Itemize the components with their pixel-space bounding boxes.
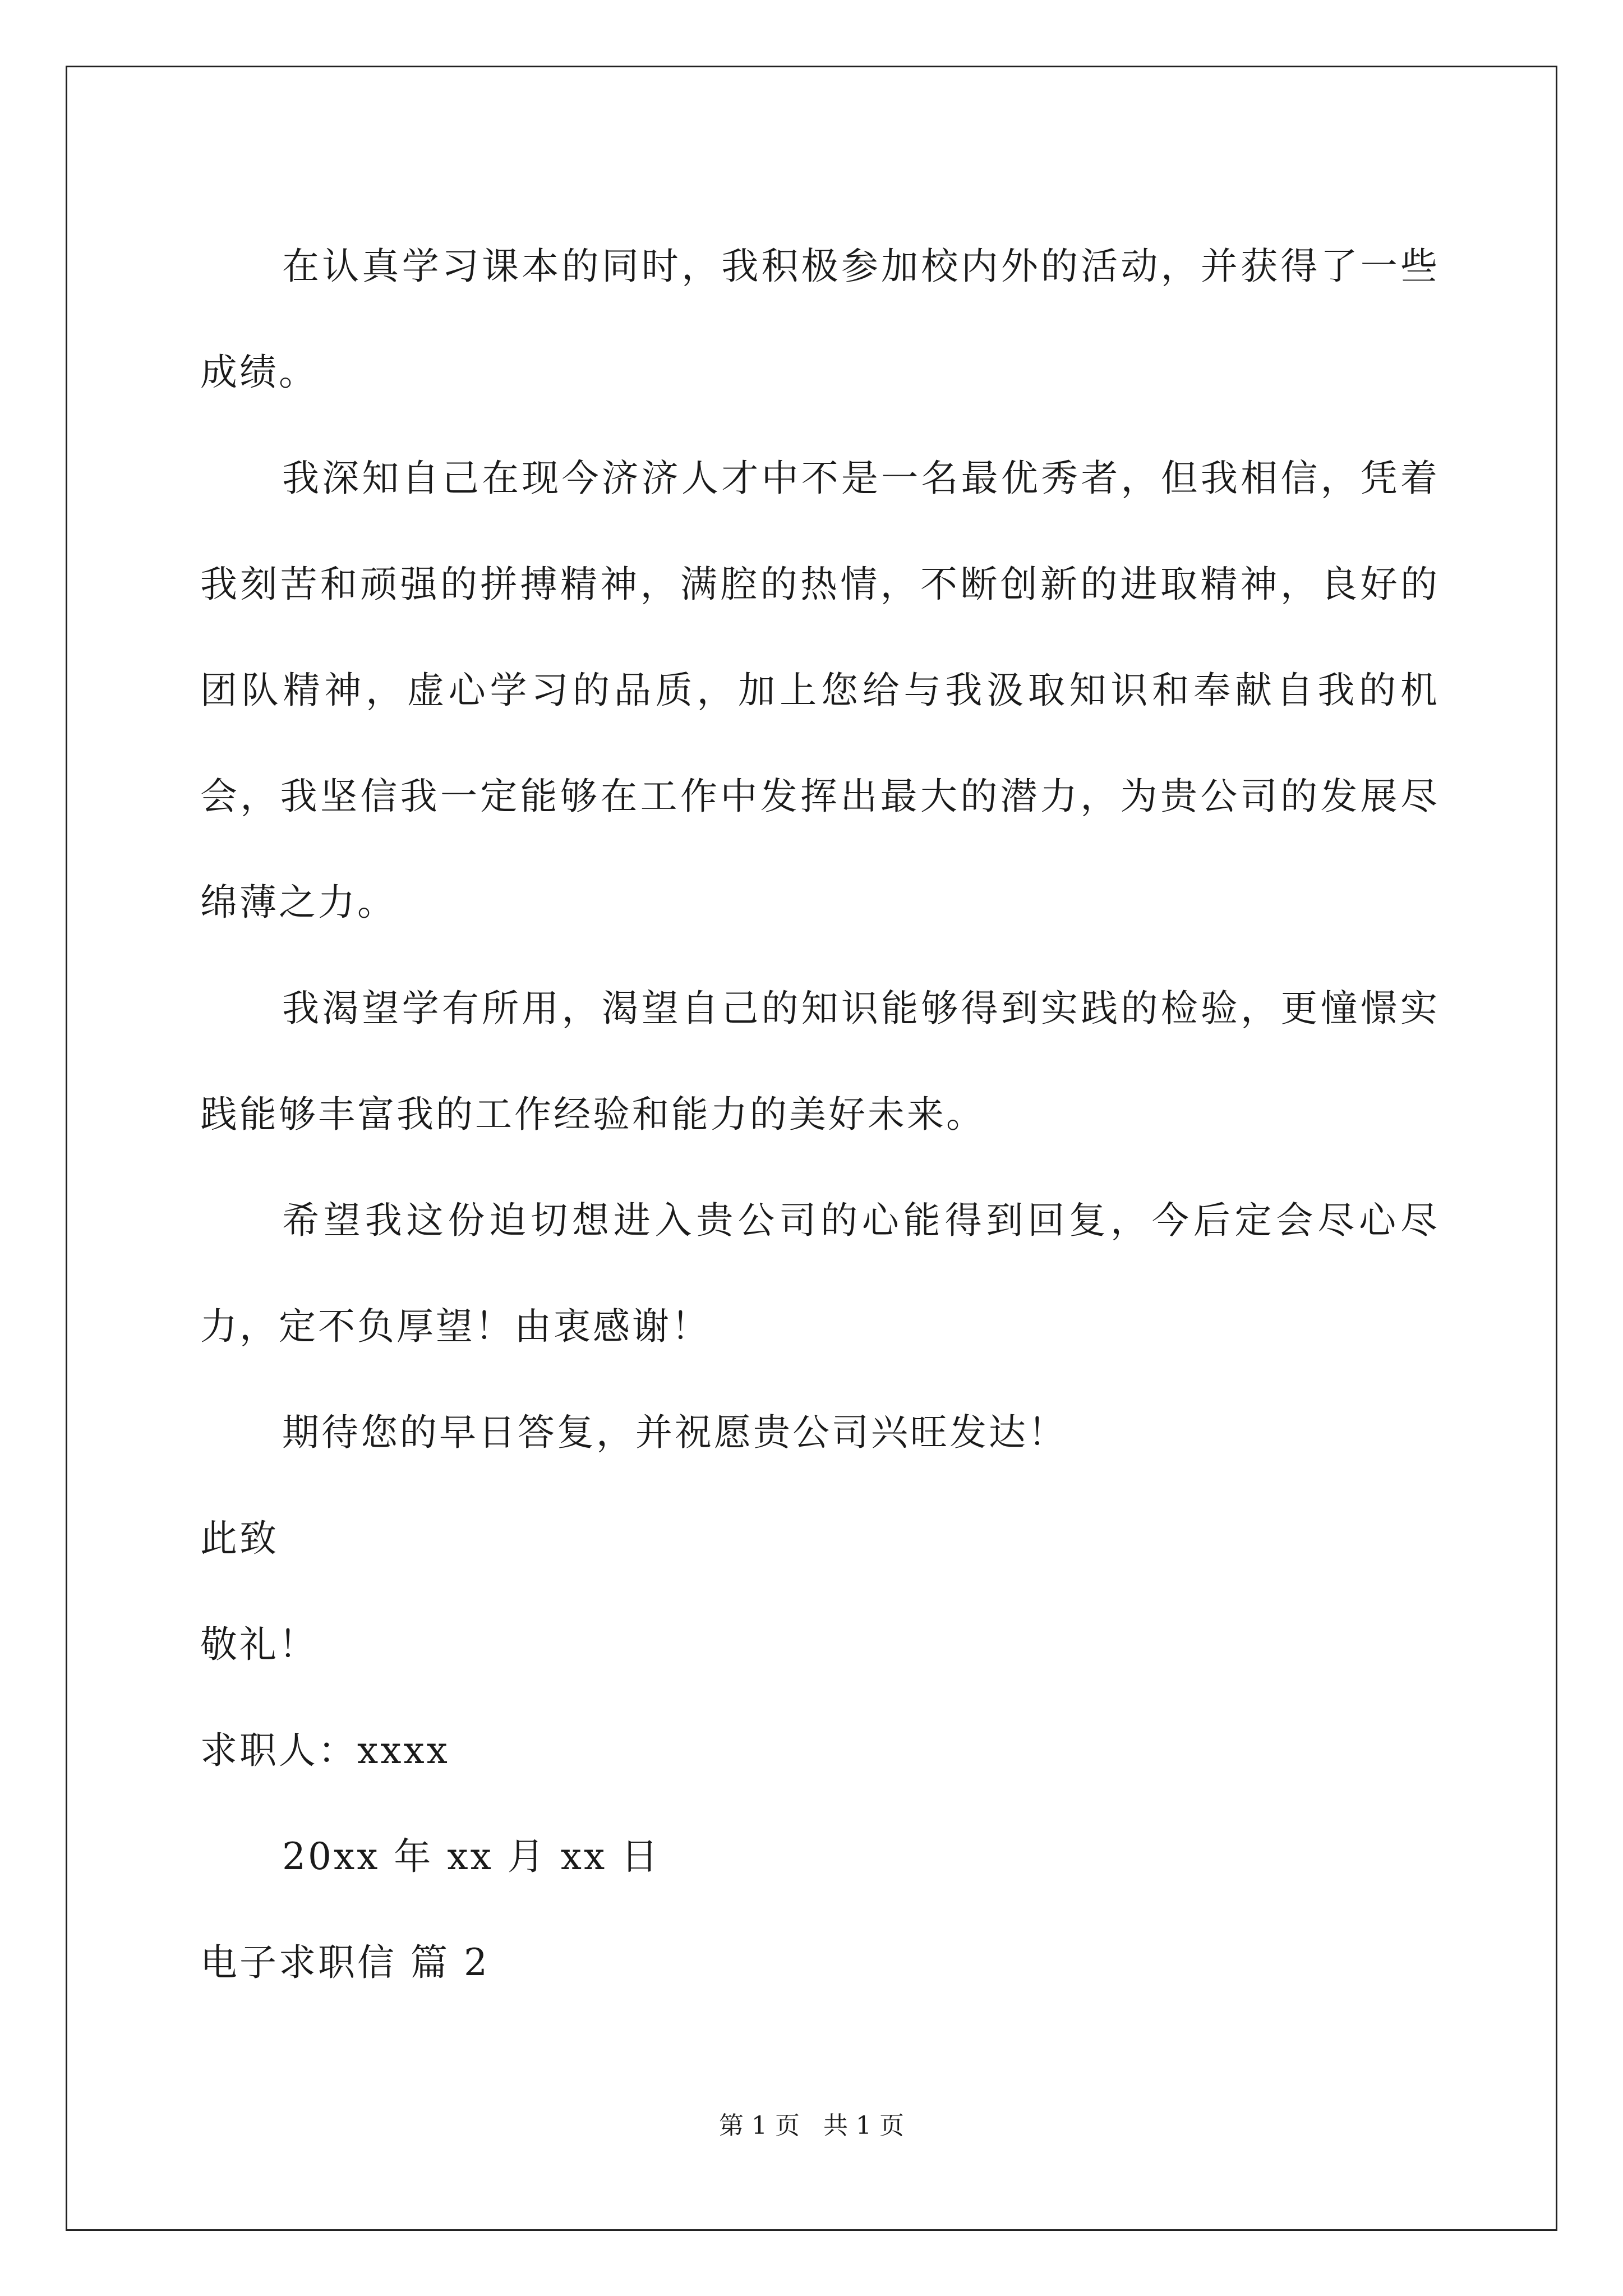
letter-body: [200, 213, 1440, 2016]
signature-line: 求职人：xxxx: [200, 1729, 450, 1772]
paragraph-aspiration: 我渴望学有所用，渴望自己的知识能够得到实践的检验，更憧憬实践能够丰富我的工作经验和能力的美好未来。: [200, 987, 1440, 1136]
paragraph-hope: 希望我这份迫切想进入贵公司的心能得到回复，今后定会尽心尽力，定不负厚望！由衷感谢！: [200, 1199, 1440, 1348]
date-line: 20xx 年 xx 月 xx 日: [282, 1835, 661, 1878]
page-footer: 第 1 页 共 1 页: [719, 2111, 904, 2140]
closing-line: 此致: [200, 1517, 279, 1560]
salute-line: 敬礼！: [200, 1623, 318, 1666]
paragraph-expectation: 期待您的早日答复，并祝愿贵公司兴旺发达！: [282, 1411, 1067, 1454]
section-heading: 电子求职信 篇 2: [200, 1941, 490, 1984]
paragraph-self-assessment: 我深知自己在现今济济人才中不是一名最优秀者，但我相信，凭着我刻苦和顽强的拼搏精神，满腔的热情，不断创新的进取精神，良好的团队精神，虚心学习的品质，加上您给与我汲取知识和奉献自我的机会，我坚信我一定能够在工作中发挥出最大的潜力，为贵公司的发展尽绵薄之力。: [200, 457, 1440, 924]
paragraph-activities: 在认真学习课本的同时，我积极参加校内外的活动，并获得了一些成绩。: [200, 245, 1440, 394]
